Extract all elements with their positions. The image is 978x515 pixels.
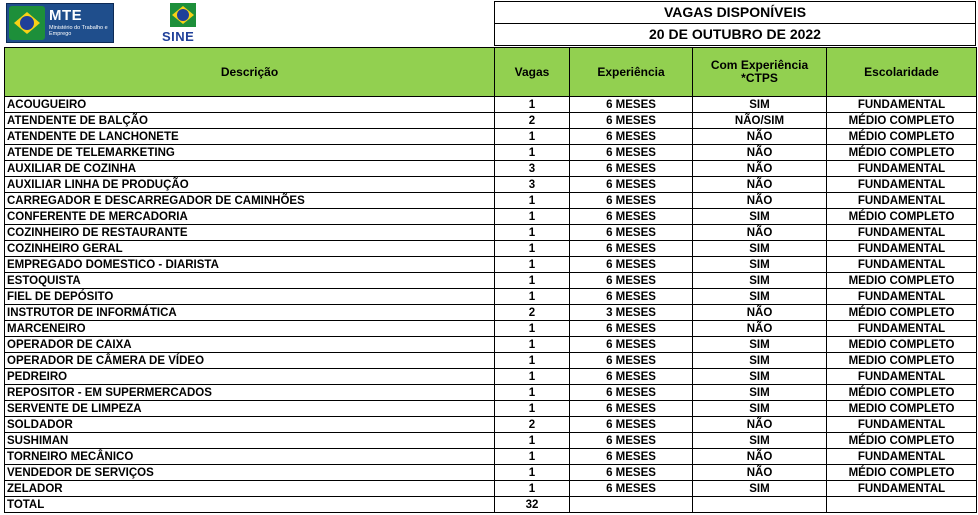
cell-experiencia: 6 MESES	[570, 337, 693, 353]
total-vagas: 32	[495, 497, 570, 513]
cell-experiencia: 6 MESES	[570, 369, 693, 385]
cell-vagas: 1	[495, 433, 570, 449]
table-row	[5, 305, 977, 321]
table-row	[5, 273, 977, 289]
cell-experiencia: 6 MESES	[570, 257, 693, 273]
cell-descricao: SERVENTE DE LIMPEZA	[5, 401, 495, 417]
title-box	[494, 1, 976, 47]
cell-descricao: CONFERENTE DE MERCADORIA	[5, 209, 495, 225]
cell-escolaridade: FUNDAMENTAL	[827, 321, 977, 337]
cell-escolaridade: MEDIO COMPLETO	[827, 353, 977, 369]
cell-descricao: ATENDENTE DE BALÇÃO	[5, 113, 495, 129]
cell-escolaridade: FUNDAMENTAL	[827, 225, 977, 241]
cell-experiencia: 6 MESES	[570, 177, 693, 193]
table-row	[5, 417, 977, 433]
cell-escolaridade: FUNDAMENTAL	[827, 449, 977, 465]
cell-vagas: 3	[495, 161, 570, 177]
cell-ctps: SIM	[693, 257, 827, 273]
cell-vagas: 2	[495, 417, 570, 433]
cell-vagas: 1	[495, 209, 570, 225]
cell-experiencia: 6 MESES	[570, 209, 693, 225]
cell-escolaridade: MÉDIO COMPLETO	[827, 385, 977, 401]
cell-vagas: 1	[495, 385, 570, 401]
cell-experiencia: 6 MESES	[570, 225, 693, 241]
cell-experiencia: 6 MESES	[570, 481, 693, 497]
mte-logo	[6, 3, 114, 43]
cell-descricao: FIEL DE DEPÓSITO	[5, 289, 495, 305]
cell-escolaridade: MÉDIO COMPLETO	[827, 305, 977, 321]
cell-experiencia: 3 MESES	[570, 305, 693, 321]
cell-escolaridade: MÉDIO COMPLETO	[827, 433, 977, 449]
cell-experiencia: 6 MESES	[570, 193, 693, 209]
cell-descricao: INSTRUTOR DE INFORMÁTICA	[5, 305, 495, 321]
cell-vagas: 1	[495, 257, 570, 273]
cell-experiencia: 6 MESES	[570, 113, 693, 129]
cell-ctps: SIM	[693, 385, 827, 401]
cell-descricao: PEDREIRO	[5, 369, 495, 385]
cell-vagas: 1	[495, 481, 570, 497]
column-header-ctps: Com Experiência *CTPS	[693, 48, 827, 97]
cell-experiencia: 6 MESES	[570, 97, 693, 113]
cell-descricao: OPERADOR DE CÂMERA DE VÍDEO	[5, 353, 495, 369]
cell-vagas: 1	[495, 321, 570, 337]
cell-descricao: TORNEIRO MECÂNICO	[5, 449, 495, 465]
table-row	[5, 97, 977, 113]
cell-escolaridade: FUNDAMENTAL	[827, 289, 977, 305]
cell-ctps: NÃO	[693, 193, 827, 209]
cell-escolaridade: FUNDAMENTAL	[827, 177, 977, 193]
cell-vagas: 1	[495, 129, 570, 145]
total-row	[5, 497, 977, 513]
cell-vagas: 1	[495, 97, 570, 113]
cell-escolaridade: MÉDIO COMPLETO	[827, 113, 977, 129]
cell-experiencia: 6 MESES	[570, 401, 693, 417]
cell-ctps: SIM	[693, 353, 827, 369]
table-row	[5, 113, 977, 129]
table-row	[5, 369, 977, 385]
cell-experiencia: 6 MESES	[570, 129, 693, 145]
cell-descricao: COZINHEIRO GERAL	[5, 241, 495, 257]
brazil-flag-icon	[9, 6, 45, 40]
cell-descricao: SOLDADOR	[5, 417, 495, 433]
cell-escolaridade: FUNDAMENTAL	[827, 241, 977, 257]
total-empty	[570, 497, 693, 513]
cell-descricao: MARCENEIRO	[5, 321, 495, 337]
total-empty	[827, 497, 977, 513]
cell-experiencia: 6 MESES	[570, 353, 693, 369]
cell-ctps: NÃO/SIM	[693, 113, 827, 129]
table-row	[5, 241, 977, 257]
cell-vagas: 1	[495, 337, 570, 353]
total-label: TOTAL	[5, 497, 495, 513]
column-header-descricao: Descrição	[5, 48, 495, 97]
cell-descricao: OPERADOR DE CAIXA	[5, 337, 495, 353]
cell-experiencia: 6 MESES	[570, 449, 693, 465]
cell-escolaridade: MÉDIO COMPLETO	[827, 209, 977, 225]
cell-escolaridade: FUNDAMENTAL	[827, 481, 977, 497]
cell-experiencia: 6 MESES	[570, 241, 693, 257]
cell-experiencia: 6 MESES	[570, 321, 693, 337]
cell-vagas: 1	[495, 193, 570, 209]
cell-escolaridade: FUNDAMENTAL	[827, 97, 977, 113]
cell-descricao: AUXILIAR LINHA DE PRODUÇÃO	[5, 177, 495, 193]
cell-descricao: REPOSITOR - EM SUPERMERCADOS	[5, 385, 495, 401]
sine-logo-title: SINE	[162, 29, 195, 44]
cell-ctps: NÃO	[693, 161, 827, 177]
cell-vagas: 3	[495, 177, 570, 193]
document-header	[0, 0, 978, 47]
page-title: VAGAS DISPONÍVEIS	[494, 1, 976, 24]
cell-ctps: SIM	[693, 433, 827, 449]
cell-ctps: SIM	[693, 401, 827, 417]
table-row	[5, 321, 977, 337]
cell-experiencia: 6 MESES	[570, 465, 693, 481]
table-row	[5, 161, 977, 177]
cell-descricao: ZELADOR	[5, 481, 495, 497]
cell-vagas: 1	[495, 369, 570, 385]
table-row	[5, 177, 977, 193]
table-header-row	[5, 48, 977, 97]
cell-ctps: SIM	[693, 241, 827, 257]
cell-experiencia: 6 MESES	[570, 145, 693, 161]
cell-descricao: COZINHEIRO DE RESTAURANTE	[5, 225, 495, 241]
cell-ctps: SIM	[693, 337, 827, 353]
cell-vagas: 1	[495, 401, 570, 417]
cell-vagas: 1	[495, 241, 570, 257]
table-row	[5, 337, 977, 353]
cell-experiencia: 6 MESES	[570, 433, 693, 449]
cell-ctps: NÃO	[693, 225, 827, 241]
cell-vagas: 1	[495, 289, 570, 305]
cell-ctps: SIM	[693, 289, 827, 305]
cell-descricao: CARREGADOR E DESCARREGADOR DE CAMINHÕES	[5, 193, 495, 209]
cell-vagas: 1	[495, 273, 570, 289]
cell-vagas: 1	[495, 145, 570, 161]
cell-ctps: NÃO	[693, 129, 827, 145]
cell-escolaridade: FUNDAMENTAL	[827, 193, 977, 209]
cell-ctps: NÃO	[693, 417, 827, 433]
column-header-escolaridade: Escolaridade	[827, 48, 977, 97]
cell-descricao: EMPREGADO DOMESTICO - DIARISTA	[5, 257, 495, 273]
cell-descricao: ACOUGUEIRO	[5, 97, 495, 113]
total-empty	[693, 497, 827, 513]
column-header-vagas: Vagas	[495, 48, 570, 97]
table-body	[5, 97, 977, 513]
table-row	[5, 449, 977, 465]
table-row	[5, 193, 977, 209]
table-row	[5, 465, 977, 481]
cell-experiencia: 6 MESES	[570, 161, 693, 177]
cell-ctps: SIM	[693, 273, 827, 289]
cell-experiencia: 6 MESES	[570, 289, 693, 305]
cell-ctps: SIM	[693, 97, 827, 113]
cell-descricao: SUSHIMAN	[5, 433, 495, 449]
table-row	[5, 225, 977, 241]
table-row	[5, 433, 977, 449]
cell-escolaridade: MEDIO COMPLETO	[827, 337, 977, 353]
vacancies-table	[4, 47, 977, 513]
table-row	[5, 145, 977, 161]
table-row	[5, 257, 977, 273]
cell-escolaridade: FUNDAMENTAL	[827, 161, 977, 177]
brazil-flag-icon	[170, 3, 196, 27]
table-row	[5, 209, 977, 225]
sine-logo	[160, 3, 208, 46]
cell-experiencia: 6 MESES	[570, 417, 693, 433]
cell-descricao: ATENDENTE DE LANCHONETE	[5, 129, 495, 145]
cell-ctps: NÃO	[693, 305, 827, 321]
cell-vagas: 1	[495, 449, 570, 465]
cell-escolaridade: FUNDAMENTAL	[827, 369, 977, 385]
cell-experiencia: 6 MESES	[570, 385, 693, 401]
cell-vagas: 2	[495, 305, 570, 321]
mte-logo-title: MTE	[49, 7, 83, 24]
cell-vagas: 1	[495, 465, 570, 481]
cell-escolaridade: FUNDAMENTAL	[827, 257, 977, 273]
table-row	[5, 401, 977, 417]
cell-experiencia: 6 MESES	[570, 273, 693, 289]
cell-vagas: 1	[495, 225, 570, 241]
cell-escolaridade: MEDIO COMPLETO	[827, 401, 977, 417]
table-row	[5, 481, 977, 497]
table-row	[5, 129, 977, 145]
cell-escolaridade: FUNDAMENTAL	[827, 417, 977, 433]
cell-vagas: 2	[495, 113, 570, 129]
cell-descricao: ESTOQUISTA	[5, 273, 495, 289]
page-date: 20 DE OUTUBRO DE 2022	[494, 23, 976, 46]
cell-ctps: NÃO	[693, 145, 827, 161]
cell-ctps: NÃO	[693, 321, 827, 337]
table-row	[5, 289, 977, 305]
cell-descricao: VENDEDOR DE SERVIÇOS	[5, 465, 495, 481]
cell-escolaridade: MÉDIO COMPLETO	[827, 465, 977, 481]
cell-ctps: NÃO	[693, 177, 827, 193]
column-header-experiencia: Experiência	[570, 48, 693, 97]
cell-ctps: SIM	[693, 481, 827, 497]
cell-vagas: 1	[495, 353, 570, 369]
cell-escolaridade: MEDIO COMPLETO	[827, 273, 977, 289]
table-row	[5, 385, 977, 401]
cell-ctps: NÃO	[693, 449, 827, 465]
mte-logo-subtitle: Ministério do Trabalho e Emprego	[49, 25, 108, 37]
cell-descricao: ATENDE DE TELEMARKETING	[5, 145, 495, 161]
cell-ctps: NÃO	[693, 465, 827, 481]
cell-escolaridade: MÉDIO COMPLETO	[827, 145, 977, 161]
cell-ctps: SIM	[693, 369, 827, 385]
cell-ctps: SIM	[693, 209, 827, 225]
table-row	[5, 353, 977, 369]
cell-descricao: AUXILIAR DE COZINHA	[5, 161, 495, 177]
cell-escolaridade: MÉDIO COMPLETO	[827, 129, 977, 145]
